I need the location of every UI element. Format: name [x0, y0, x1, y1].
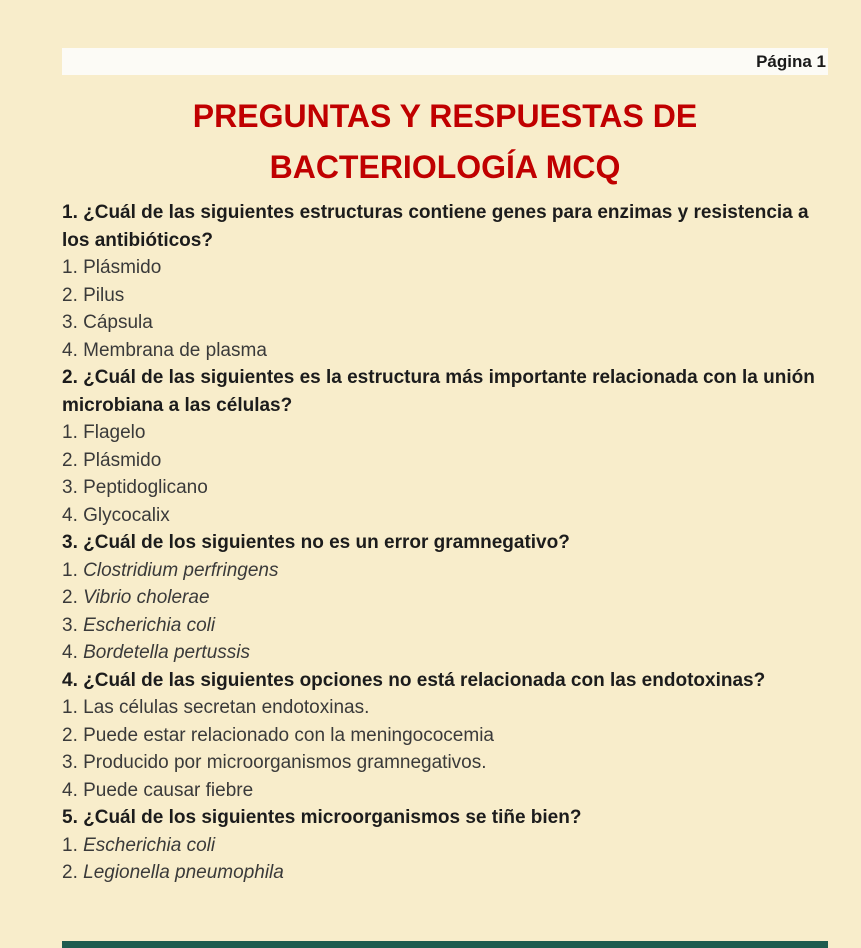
page-content — [62, 48, 828, 887]
title-line-2: BACTERIOLOGÍA MCQ — [269, 149, 621, 185]
option-label: Glycocalix — [83, 504, 170, 526]
option-number: 2. — [62, 587, 84, 608]
option-text — [62, 474, 828, 502]
option-label: Puede estar relacionado con la meningococemia — [83, 724, 494, 746]
option-label: Plásmido — [83, 449, 162, 471]
question-list — [62, 199, 828, 887]
option-label: Peptidoglicano — [83, 477, 208, 498]
option-text — [62, 612, 828, 640]
option-text — [62, 639, 828, 667]
option-number: 3. — [62, 752, 84, 773]
option-label: Cápsula — [83, 312, 153, 333]
option-text — [62, 447, 828, 475]
option-text — [62, 557, 828, 585]
option-number: 4. — [62, 642, 84, 663]
option-label: Pilus — [83, 284, 125, 306]
option-text — [62, 749, 828, 777]
question-text: 4. ¿Cuál de las siguientes opciones no está relacionada con las endotoxinas? — [62, 669, 766, 691]
option-label: Vibrio cholerae — [83, 587, 210, 608]
option-number: 3. — [62, 312, 84, 333]
option-text — [62, 694, 828, 722]
option-number: 1. — [62, 834, 84, 856]
question-text: 1. ¿Cuál de las siguientes estructuras contiene genes para enzimas y resistencia a los antibióticos? — [62, 202, 809, 251]
option-text — [62, 502, 828, 530]
option-number: 4. — [62, 504, 84, 526]
option-number: 2. — [62, 284, 84, 306]
option-label: Escherichia coli — [83, 834, 216, 856]
option-number: 1. — [62, 559, 84, 581]
option-label: Las células secretan endotoxinas. — [83, 697, 370, 718]
option-text — [62, 832, 828, 860]
question-text: 2. ¿Cuál de las siguientes es la estructura más importante relacionada con la unión microbiana a las células? — [62, 367, 815, 416]
option-label: Puede causar fiebre — [83, 779, 254, 801]
option-number: 3. — [62, 614, 84, 636]
option-label: Legionella pneumophila — [83, 862, 284, 883]
option-label: Clostridium perfringens — [83, 559, 279, 581]
option-number: 2. — [62, 724, 84, 746]
option-number: 3. — [62, 477, 84, 498]
document-page — [0, 48, 861, 887]
option-label: Bordetella pertussis — [83, 642, 250, 663]
page-header-band — [62, 48, 828, 75]
option-label: Flagelo — [83, 422, 146, 443]
option-number: 1. — [62, 257, 84, 278]
question-text: 5. ¿Cuál de los siguientes microorganismos se tiñe bien? — [62, 807, 582, 828]
option-label: Plásmido — [83, 257, 162, 278]
option-text — [62, 337, 828, 365]
option-text — [62, 859, 828, 887]
title-line-1: PREGUNTAS Y RESPUESTAS DE — [192, 98, 698, 134]
option-number: 4. — [62, 779, 84, 801]
option-number: 4. — [62, 339, 84, 361]
option-text — [62, 722, 828, 750]
option-number: 2. — [62, 862, 84, 883]
page-number-label: Página 1 — [756, 51, 826, 71]
option-text — [62, 419, 828, 447]
option-text — [62, 282, 828, 310]
option-text — [62, 584, 828, 612]
option-number: 1. — [62, 697, 84, 718]
option-number: 1. — [62, 422, 84, 443]
option-label: Membrana de plasma — [83, 339, 267, 361]
footer-bar — [62, 941, 828, 948]
document-title — [62, 91, 828, 193]
option-label: Escherichia coli — [83, 614, 216, 636]
option-text — [62, 309, 828, 337]
option-text — [62, 777, 828, 805]
option-text — [62, 254, 828, 282]
option-label: Producido por microorganismos gramnegativos. — [83, 752, 487, 773]
option-number: 2. — [62, 449, 84, 471]
question-text: 3. ¿Cuál de los siguientes no es un error gramnegativo? — [62, 532, 570, 553]
